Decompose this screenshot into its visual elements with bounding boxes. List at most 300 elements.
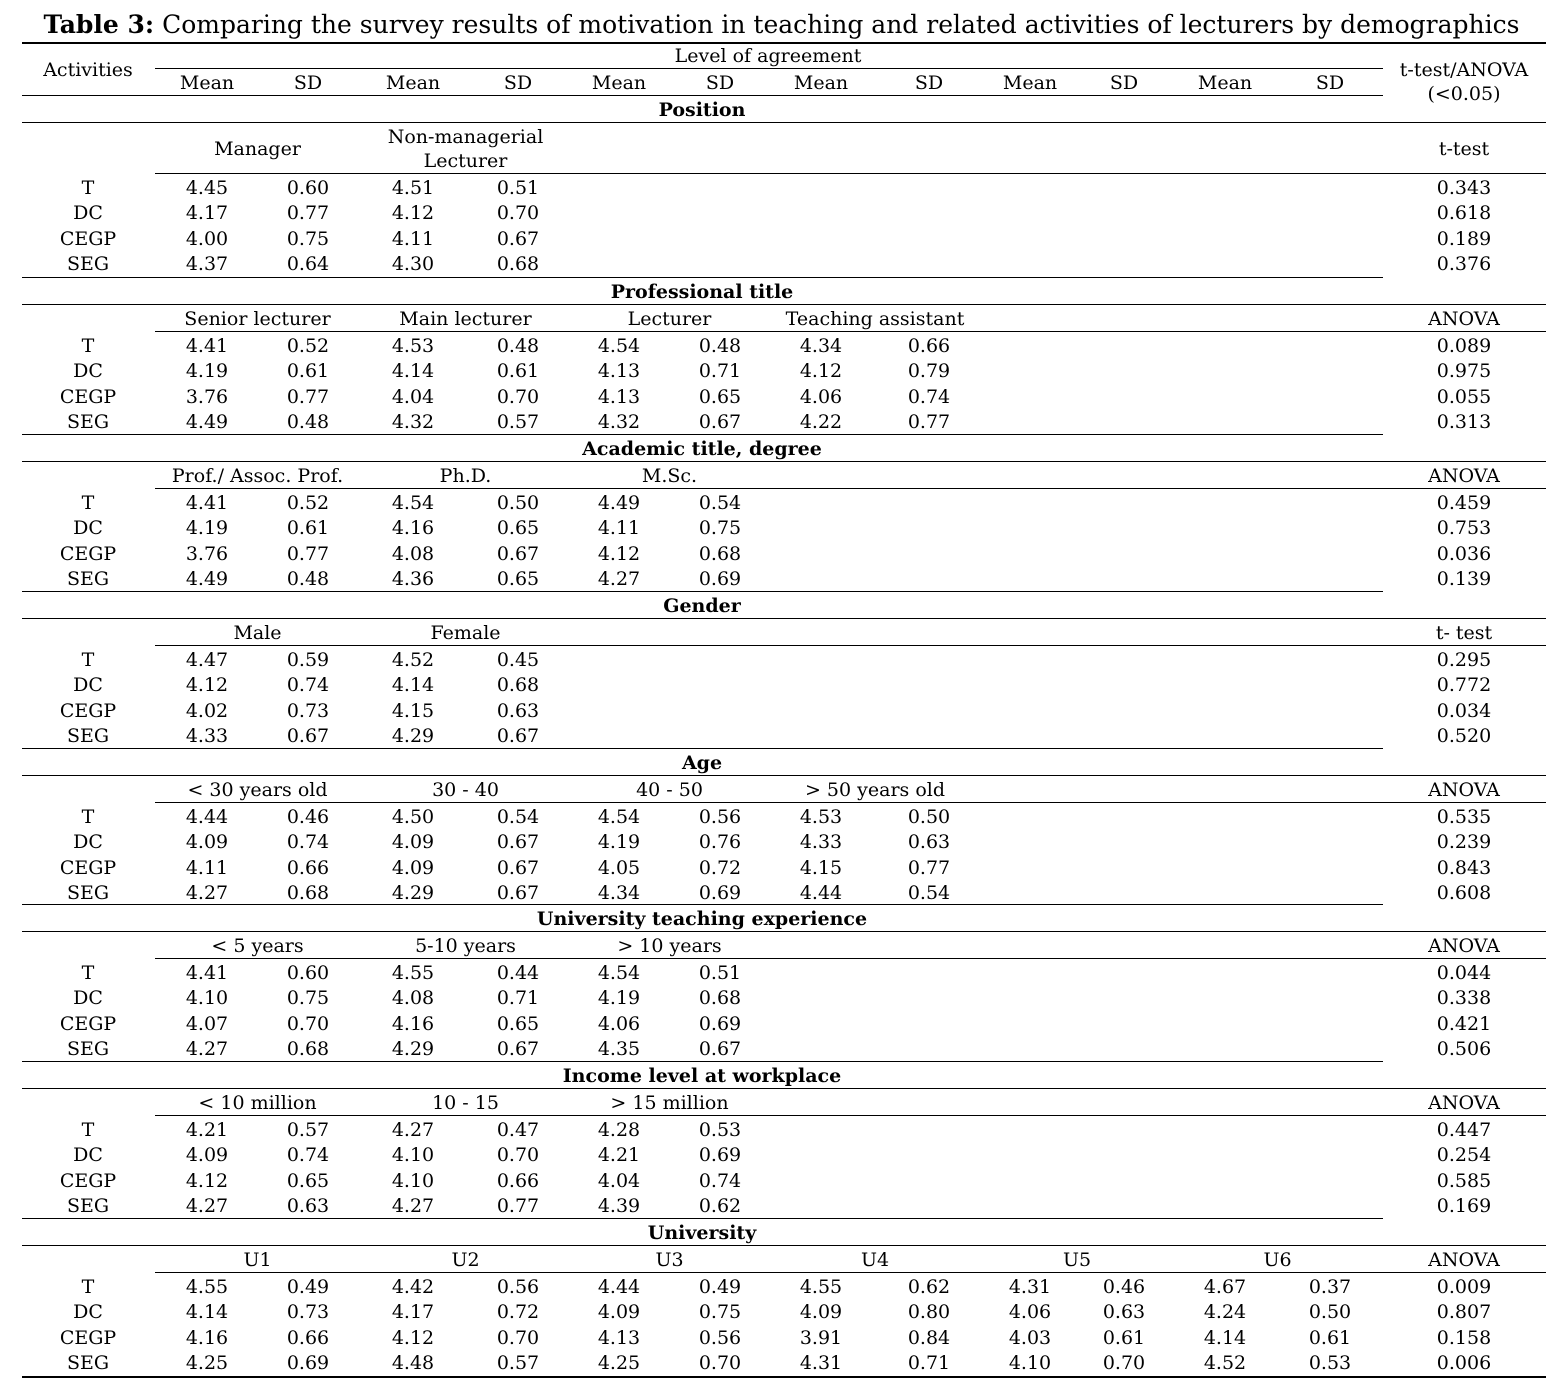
mean-value: 4.19 — [185, 517, 229, 540]
sd-value: 0.63 — [907, 831, 951, 854]
sd-column-header: SD — [914, 72, 944, 94]
sd-column-header: SD — [705, 72, 735, 94]
group-header-rule — [155, 1115, 1546, 1116]
section-bottom-rule — [22, 1218, 1383, 1219]
mean-value: 4.16 — [391, 1012, 435, 1035]
mean-value: 4.27 — [185, 1037, 229, 1060]
mean-value: 3.76 — [185, 542, 229, 565]
mean-value: 4.52 — [1203, 1351, 1247, 1374]
sd-value: 0.61 — [1308, 1326, 1352, 1349]
p-value: 0.055 — [1436, 385, 1492, 408]
sd-value: 0.50 — [907, 806, 951, 828]
mean-value: 4.17 — [391, 1301, 435, 1324]
sd-value: 0.60 — [286, 962, 330, 984]
mean-value: 4.53 — [799, 806, 843, 828]
mean-value: 4.00 — [185, 227, 229, 250]
sd-value: 0.65 — [496, 517, 540, 540]
mean-value: 4.55 — [391, 962, 435, 984]
sd-value: 0.69 — [286, 1351, 330, 1374]
mean-value: 4.29 — [391, 724, 435, 747]
sd-value: 0.77 — [907, 856, 951, 879]
row-label: SEG — [66, 252, 110, 275]
test-type-label: ANOVA — [1428, 308, 1500, 330]
mean-value: 4.16 — [391, 517, 435, 540]
caption-label: Table 3: — [43, 10, 155, 39]
sd-value: 0.57 — [496, 1351, 540, 1374]
mean-value: 4.53 — [391, 335, 435, 357]
mean-column-header: Mean — [793, 72, 849, 94]
group-label: U2 — [451, 1249, 480, 1271]
row-label: SEG — [66, 1037, 110, 1060]
sd-value: 0.73 — [286, 1301, 330, 1324]
mean-value: 4.49 — [185, 410, 229, 433]
sd-column-header: SD — [503, 72, 533, 94]
section-title-rule — [22, 1245, 1546, 1246]
mean-value: 4.11 — [597, 517, 641, 540]
sd-value: 0.44 — [496, 962, 540, 984]
sd-value: 0.51 — [698, 962, 742, 984]
group-header-rule — [155, 958, 1546, 959]
mean-value: 4.54 — [597, 335, 641, 357]
sd-value: 0.67 — [496, 881, 540, 904]
group-label: U6 — [1263, 1249, 1292, 1271]
mean-value: 4.06 — [597, 1012, 641, 1035]
p-value: 0.585 — [1436, 1169, 1492, 1192]
mean-value: 4.06 — [799, 385, 843, 408]
sd-value: 0.48 — [286, 410, 330, 433]
sd-value: 0.67 — [496, 1037, 540, 1060]
mean-value: 4.29 — [391, 881, 435, 904]
row-label: DC — [73, 987, 103, 1010]
p-value: 0.843 — [1436, 856, 1492, 879]
sd-value: 0.46 — [1102, 1276, 1146, 1298]
mean-column-header: Mean — [385, 72, 441, 94]
section-title: Position — [658, 99, 746, 121]
section-title: Professional title — [610, 281, 794, 303]
mean-value: 4.09 — [391, 856, 435, 879]
mean-value: 4.10 — [391, 1144, 435, 1167]
mean-value: 4.45 — [185, 177, 229, 199]
group-label: Lecturer — [627, 308, 712, 330]
p-value: 0.044 — [1436, 962, 1492, 984]
mean-value: 4.12 — [185, 674, 229, 697]
p-value: 0.009 — [1436, 1276, 1492, 1298]
mean-column-header: Mean — [591, 72, 647, 94]
mean-value: 4.31 — [1008, 1276, 1052, 1298]
mean-value: 4.55 — [799, 1276, 843, 1298]
sd-value: 0.63 — [286, 1194, 330, 1217]
mean-value: 4.33 — [185, 724, 229, 747]
mean-value: 4.17 — [185, 202, 229, 225]
p-value: 0.459 — [1436, 492, 1492, 514]
sd-value: 0.68 — [496, 252, 540, 275]
sd-value: 0.63 — [496, 699, 540, 722]
section-title-rule — [22, 618, 1546, 619]
group-label: Manager — [214, 138, 301, 160]
mean-value: 4.48 — [391, 1351, 435, 1374]
sd-value: 0.63 — [1102, 1301, 1146, 1324]
group-label: < 30 years old — [187, 779, 328, 801]
sd-value: 0.56 — [698, 1326, 742, 1349]
row-label: CEGP — [59, 856, 117, 879]
sd-value: 0.77 — [286, 202, 330, 225]
mean-value: 4.14 — [185, 1301, 229, 1324]
mean-value: 4.36 — [391, 567, 435, 590]
mean-value: 4.41 — [185, 335, 229, 357]
row-label: SEG — [66, 881, 110, 904]
test-type-label: ANOVA — [1428, 935, 1500, 957]
mean-value: 4.05 — [597, 856, 641, 879]
sd-column-header: SD — [293, 72, 323, 94]
p-value: 0.295 — [1436, 649, 1492, 671]
sd-value: 0.70 — [496, 385, 540, 408]
group-label: > 15 million — [610, 1092, 729, 1114]
p-value: 0.618 — [1436, 202, 1492, 225]
sd-value: 0.50 — [496, 492, 540, 514]
sd-value: 0.51 — [496, 177, 540, 199]
group-header-rule — [155, 802, 1546, 803]
mean-value: 4.12 — [185, 1169, 229, 1192]
row-label: SEG — [66, 1194, 110, 1217]
mean-value: 4.02 — [185, 699, 229, 722]
mean-value: 4.04 — [597, 1169, 641, 1192]
sd-value: 0.57 — [286, 1119, 330, 1141]
p-value: 0.520 — [1436, 724, 1492, 747]
mean-value: 4.11 — [185, 856, 229, 879]
mean-value: 4.27 — [185, 1194, 229, 1217]
row-label: DC — [73, 674, 103, 697]
section-bottom-rule — [22, 748, 1383, 749]
row-label: CEGP — [59, 1326, 117, 1349]
mean-value: 4.12 — [799, 360, 843, 383]
section-title: Income level at workplace — [562, 1065, 842, 1087]
sd-value: 0.62 — [907, 1276, 951, 1298]
sd-value: 0.67 — [698, 1037, 742, 1060]
mean-value: 4.14 — [391, 674, 435, 697]
mean-value: 4.49 — [185, 567, 229, 590]
mean-value: 4.24 — [1203, 1301, 1247, 1324]
mean-value: 4.19 — [185, 360, 229, 383]
row-label: T — [81, 492, 95, 514]
sd-value: 0.61 — [496, 360, 540, 383]
p-value: 0.036 — [1436, 542, 1492, 565]
section-title: Academic title, degree — [582, 438, 822, 460]
p-value: 0.254 — [1436, 1144, 1492, 1167]
group-label: > 10 years — [617, 935, 722, 957]
sd-value: 0.77 — [496, 1194, 540, 1217]
sd-value: 0.66 — [286, 856, 330, 879]
sd-value: 0.74 — [698, 1169, 742, 1192]
mean-value: 4.29 — [391, 1037, 435, 1060]
mean-value: 4.09 — [185, 831, 229, 854]
mean-value: 4.10 — [391, 1169, 435, 1192]
sd-value: 0.46 — [286, 806, 330, 828]
sd-value: 0.68 — [286, 881, 330, 904]
mean-value: 4.10 — [185, 987, 229, 1010]
mean-value: 4.35 — [597, 1037, 641, 1060]
mean-value: 4.41 — [185, 492, 229, 514]
sd-value: 0.69 — [698, 1012, 742, 1035]
sd-value: 0.75 — [698, 517, 742, 540]
mean-value: 4.41 — [185, 962, 229, 984]
group-label: M.Sc. — [641, 465, 698, 487]
p-value: 0.158 — [1436, 1326, 1492, 1349]
sd-value: 0.72 — [496, 1301, 540, 1324]
mean-value: 4.32 — [391, 410, 435, 433]
row-label: CEGP — [59, 385, 117, 408]
p-value: 0.608 — [1436, 881, 1492, 904]
sd-value: 0.49 — [698, 1276, 742, 1298]
sd-value: 0.69 — [698, 1144, 742, 1167]
row-label: DC — [73, 202, 103, 225]
sd-value: 0.68 — [496, 674, 540, 697]
p-value: 0.447 — [1436, 1119, 1492, 1141]
p-value: 0.975 — [1436, 360, 1492, 383]
mean-value: 4.19 — [597, 987, 641, 1010]
p-value: 0.006 — [1436, 1351, 1492, 1374]
mean-value: 4.44 — [597, 1276, 641, 1298]
group-label: Main lecturer — [399, 308, 532, 330]
sd-value: 0.73 — [286, 699, 330, 722]
sd-value: 0.76 — [698, 831, 742, 854]
group-label: > 50 years old — [804, 779, 946, 801]
section-bottom-rule — [22, 904, 1383, 905]
sd-value: 0.75 — [286, 987, 330, 1010]
group-label: U3 — [655, 1249, 684, 1271]
section-title: University — [647, 1222, 757, 1244]
p-value: 0.376 — [1436, 252, 1492, 275]
mean-value: 4.47 — [185, 649, 229, 671]
row-label: SEG — [66, 410, 110, 433]
mean-value: 4.33 — [799, 831, 843, 854]
sd-value: 0.49 — [286, 1276, 330, 1298]
mean-value: 4.11 — [391, 227, 435, 250]
mean-column-header: Mean — [179, 72, 235, 94]
sd-value: 0.70 — [1102, 1351, 1146, 1374]
p-value: 0.034 — [1436, 699, 1492, 722]
group-label: Non-managerial Lecturer — [387, 126, 544, 172]
sd-value: 0.66 — [907, 335, 951, 357]
group-label: U4 — [860, 1249, 890, 1271]
test-type-label: t-test — [1438, 138, 1490, 160]
section-bottom-rule — [22, 434, 1383, 435]
sd-value: 0.61 — [286, 517, 330, 540]
mean-value: 4.22 — [799, 410, 843, 433]
sd-value: 0.61 — [1102, 1326, 1146, 1349]
sd-value: 0.67 — [496, 856, 540, 879]
section-title-rule — [22, 1088, 1546, 1089]
mean-value: 4.09 — [799, 1301, 843, 1324]
group-label: 40 - 50 — [636, 779, 703, 801]
mean-value: 4.25 — [597, 1351, 641, 1374]
sd-value: 0.72 — [698, 856, 742, 879]
p-value: 0.313 — [1436, 410, 1492, 433]
sd-value: 0.67 — [496, 831, 540, 854]
row-label: DC — [73, 360, 103, 383]
section-title-rule — [22, 304, 1546, 305]
sd-column-header: SD — [1315, 72, 1345, 94]
sd-value: 0.64 — [286, 252, 330, 275]
mean-value: 4.13 — [597, 1326, 641, 1349]
row-label: DC — [73, 831, 103, 854]
sd-value: 0.54 — [496, 806, 540, 828]
p-value: 0.807 — [1436, 1301, 1492, 1324]
mean-value: 4.44 — [799, 881, 843, 904]
mean-value: 4.30 — [391, 252, 435, 275]
sd-value: 0.67 — [496, 227, 540, 250]
sd-value: 0.45 — [496, 649, 540, 671]
sd-value: 0.48 — [496, 335, 540, 357]
p-value: 0.089 — [1436, 335, 1492, 357]
group-header-rule — [155, 645, 1546, 646]
row-label: SEG — [66, 1351, 110, 1374]
sd-value: 0.84 — [907, 1326, 951, 1349]
sd-value: 0.70 — [496, 202, 540, 225]
test-type-label: ANOVA — [1428, 779, 1500, 801]
section-title: University teaching experience — [536, 908, 868, 930]
p-value: 0.189 — [1436, 227, 1492, 250]
sd-value: 0.75 — [286, 227, 330, 250]
sd-value: 0.56 — [698, 806, 742, 828]
section-bottom-rule — [22, 591, 1383, 592]
mean-value: 4.49 — [597, 492, 641, 514]
group-label: 5-10 years — [415, 935, 516, 957]
level-of-agreement-header: Level of agreement — [674, 45, 862, 67]
mean-value: 4.07 — [185, 1012, 229, 1035]
mean-value: 4.34 — [799, 335, 843, 357]
mean-value: 4.28 — [597, 1119, 641, 1141]
mean-column-header: Mean — [1002, 72, 1058, 94]
mean-value: 4.04 — [391, 385, 435, 408]
mean-value: 4.08 — [391, 542, 435, 565]
test-type-label: t- test — [1435, 622, 1493, 644]
mean-value: 4.10 — [1008, 1351, 1052, 1374]
p-value: 0.169 — [1436, 1194, 1492, 1217]
sd-value: 0.77 — [286, 385, 330, 408]
mean-value: 4.54 — [597, 962, 641, 984]
sd-value: 0.71 — [698, 360, 742, 383]
sd-value: 0.71 — [496, 987, 540, 1010]
sd-value: 0.47 — [496, 1119, 540, 1141]
mean-value: 4.27 — [597, 567, 641, 590]
row-label: T — [81, 649, 95, 671]
row-label: T — [81, 335, 95, 357]
mean-value: 4.21 — [185, 1119, 229, 1141]
row-label: DC — [73, 1144, 103, 1167]
mean-value: 4.51 — [391, 177, 435, 199]
sd-value: 0.66 — [496, 1169, 540, 1192]
mean-value: 4.12 — [597, 542, 641, 565]
mean-value: 4.19 — [597, 831, 641, 854]
test-type-label: ANOVA — [1428, 1092, 1500, 1114]
p-value: 0.753 — [1436, 517, 1492, 540]
mean-value: 4.13 — [597, 360, 641, 383]
mean-value: 4.09 — [391, 831, 435, 854]
sd-value: 0.68 — [698, 987, 742, 1010]
activities-header: Activities — [43, 59, 133, 81]
group-label: Senior lecturer — [184, 308, 331, 330]
mean-value: 4.15 — [391, 699, 435, 722]
mean-value: 4.55 — [185, 1276, 229, 1298]
mean-value: 3.91 — [799, 1326, 843, 1349]
sd-value: 0.53 — [1308, 1351, 1352, 1374]
sd-value: 0.62 — [698, 1194, 742, 1217]
sd-value: 0.74 — [286, 1144, 330, 1167]
mean-column-header: Mean — [1197, 72, 1253, 94]
mean-value: 4.03 — [1008, 1326, 1052, 1349]
mean-value: 3.76 — [185, 385, 229, 408]
group-header-rule — [155, 173, 1546, 174]
test-type-label: ANOVA — [1428, 465, 1500, 487]
p-value: 0.772 — [1436, 674, 1492, 697]
sd-value: 0.67 — [496, 724, 540, 747]
group-label: 10 - 15 — [432, 1092, 499, 1114]
mean-value: 4.15 — [799, 856, 843, 879]
mean-value: 4.06 — [1008, 1301, 1052, 1324]
mean-value: 4.27 — [185, 881, 229, 904]
sd-value: 0.69 — [698, 881, 742, 904]
group-label: Female — [430, 622, 501, 644]
group-label: < 10 million — [198, 1092, 317, 1114]
mean-value: 4.27 — [391, 1119, 435, 1141]
row-label: T — [81, 806, 95, 828]
p-value: 0.338 — [1436, 987, 1492, 1010]
sd-value: 0.60 — [286, 177, 330, 199]
test-column-header: t-test/ANOVA (<0.05) — [1399, 59, 1529, 105]
section-title: Age — [681, 752, 723, 774]
section-title-rule — [22, 122, 1546, 123]
sd-value: 0.56 — [496, 1276, 540, 1298]
sd-value: 0.65 — [286, 1169, 330, 1192]
mean-value: 4.09 — [597, 1301, 641, 1324]
mean-value: 4.09 — [185, 1144, 229, 1167]
mean-value: 4.08 — [391, 987, 435, 1010]
sd-value: 0.67 — [286, 724, 330, 747]
row-label: CEGP — [59, 699, 117, 722]
section-title-rule — [22, 461, 1546, 462]
sd-value: 0.74 — [286, 831, 330, 854]
p-value: 0.139 — [1436, 567, 1492, 590]
mean-value: 4.42 — [391, 1276, 435, 1298]
header-sub-rule — [155, 68, 1383, 69]
row-label: CEGP — [59, 1169, 117, 1192]
section-title-rule — [22, 775, 1546, 776]
mean-value: 4.39 — [597, 1194, 641, 1217]
row-label: T — [81, 1119, 95, 1141]
group-label: U1 — [243, 1249, 272, 1271]
row-label: CEGP — [59, 227, 117, 250]
sd-value: 0.52 — [286, 492, 330, 514]
sd-value: 0.79 — [907, 360, 951, 383]
sd-value: 0.75 — [698, 1301, 742, 1324]
group-label: Male — [233, 622, 282, 644]
mean-value: 4.37 — [185, 252, 229, 275]
sd-value: 0.66 — [286, 1326, 330, 1349]
p-value: 0.421 — [1436, 1012, 1492, 1035]
sd-value: 0.68 — [286, 1037, 330, 1060]
mean-value: 4.54 — [597, 806, 641, 828]
header-bottom-rule — [22, 95, 1383, 96]
group-label: Teaching assistant — [785, 308, 965, 330]
sd-value: 0.50 — [1308, 1301, 1352, 1324]
sd-value: 0.65 — [698, 385, 742, 408]
mean-value: 4.14 — [1203, 1326, 1247, 1349]
row-label: SEG — [66, 724, 110, 747]
group-header-rule — [155, 331, 1546, 332]
sd-value: 0.67 — [698, 410, 742, 433]
group-label: U5 — [1062, 1249, 1092, 1271]
sd-value: 0.70 — [698, 1351, 742, 1374]
